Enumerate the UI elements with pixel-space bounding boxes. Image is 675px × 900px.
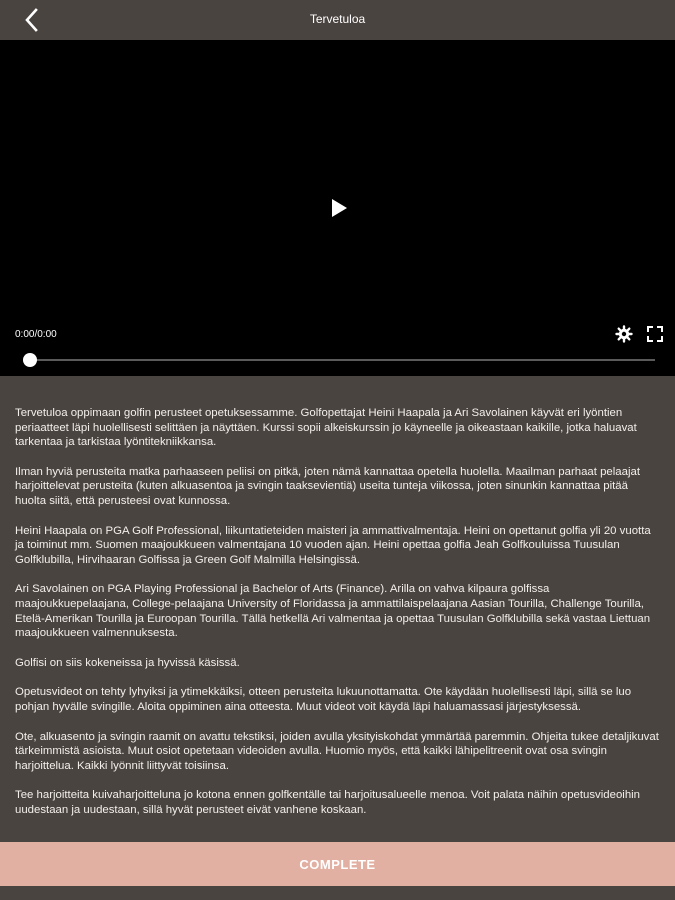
page-title: Tervetuloa [309,12,366,26]
top-bar [0,0,675,40]
video-player[interactable] [0,40,675,376]
play-icon [328,196,350,220]
complete-button[interactable]: COMPLETE [0,842,675,886]
seek-handle[interactable] [23,353,37,367]
description-paragraph: Opetusvideot on tehty lyhyiksi ja ytimekkäiksi, otteen perusteita lukuunottamatta. Ote käydään huolellisesti läpi, sillä se luo pohjan hyvälle svingille. Aloita oppiminen aina otteesta. Muut videot voit käydä läpi haluamassasi järjestyksessä. [15,686,632,713]
description-paragraph: Ari Savolainen on PGA Playing Professional ja Bachelor of Arts (Finance). Arilla on vahva kilpaura golfissa maajoukkuepelaajana, College-pelaajana University of Floridassa ja ammattilaispelaajana Aasian Tourilla, Challenge Tourilla, Etelä-Amerikan Tourilla ja Euroopan Tourilla. Tällä hetkellä Ari valmentaa ja opettaa Tuusulan Golfklubilla sekä vastaa Liettuan maajoukkueen valmennuksesta. [15,583,651,640]
video-time: 0:00/0:00 [15,329,57,340]
description-paragraph: Heini Haapala on PGA Golf Professional, liikuntatieteiden maisteri ja ammattivalmentaja. Heini on opettanut golfia yli 20 vuotta ja toiminut mm. Suomen maajoukkueen valmentajana 10 vuoden ajan. Heini opettaa golfia Jeah Golfkouluissa Tuusulan Golfklubilla, Hirvihaaran Golfissa ja Green Golf Malmilla Helsingissä. [15,524,651,566]
fullscreen-icon [645,324,665,344]
description-paragraph: Ote, alkuasento ja svingin raamit on avattu tekstiksi, joiden avulla yksityiskohdat ymmärtää paremmin. Ohjeita tukee detaljikuvat tärkeimmistä asioista. Muut osiot opetetaan videoiden avulla. Huomio myös, että kaikki lähipelitreenit ovat osa svingin harjoittelua. Kaikki lyönnit liittyvät toisiinsa. [15,730,659,772]
description-paragraph: Ilman hyviä perusteita matka parhaaseen peliisi on pitkä, joten nämä kannattaa opetella huolella. Maailman parhaat pelaajat harjoittelevat perusteita (kuten alkuasentoa ja svingin taaksevientiä) useita tunteja viikossa, joten sinunkin kannattaa pitää huolta siitä, että perusteesi ovat kunnossa. [15,465,640,507]
description-paragraph: Golfisi on siis kokeneissa ja hyvissä käsissä. [15,656,240,669]
gear-icon [614,324,634,344]
settings-button[interactable] [614,324,634,344]
description-paragraph: Tee harjoitteita kuivaharjoitteluna jo kotona ennen golfkentälle tai harjoitusalueelle menoa. Voit palata näihin opetusvideoihin uudestaan ja uudestaan, sillä hyvät perusteet eivät vanhene koskaan. [15,789,641,816]
description-text [15,406,662,832]
seek-bar[interactable] [30,359,655,361]
play-button[interactable] [328,196,350,220]
fullscreen-button[interactable] [645,324,665,344]
description-paragraph: Tervetuloa oppimaan golfin perusteet opetuksessamme. Golfopettajat Heini Haapala ja Ari Savolainen käyvät eri lyöntien periaatteet läpi huolellisesti selittäen ja näyttäen. Kurssi sopii alkeiskurssin jo käyneelle ja oikeastaan kaikille, jotka haluavat tarkentaa ja tarkistaa lyöntitekniikkansa. [15,407,637,449]
